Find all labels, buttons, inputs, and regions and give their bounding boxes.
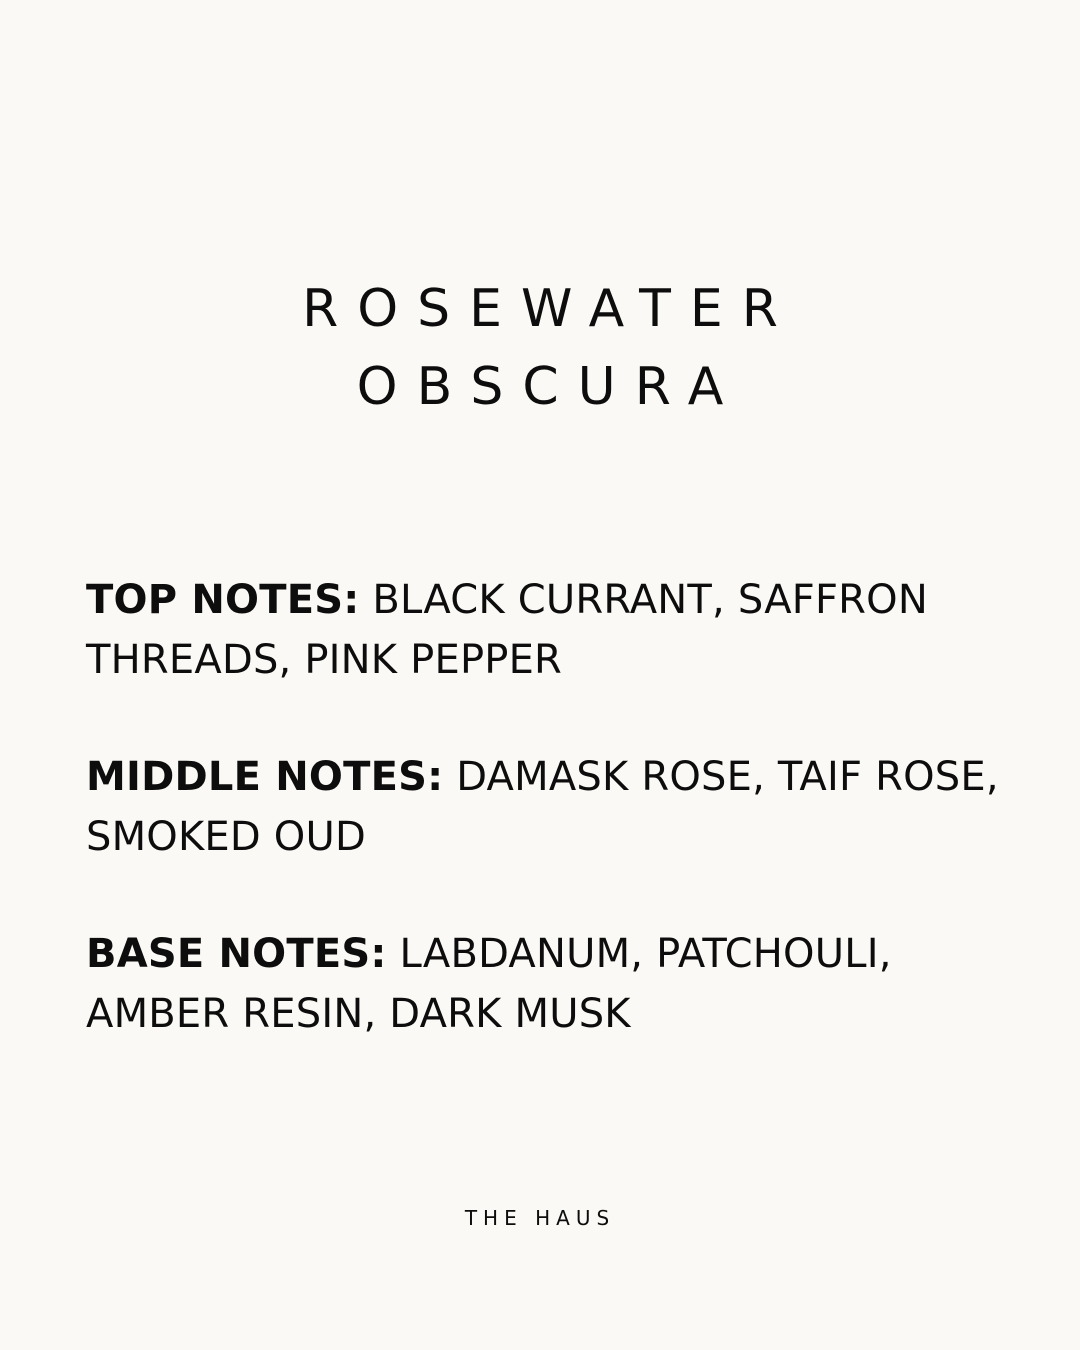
fragrance-notes <box>86 570 1006 1101</box>
base-notes-label: BASE NOTES: <box>86 931 387 977</box>
brand-name: THE HAUS <box>464 1206 616 1230</box>
middle-notes <box>86 747 1006 867</box>
base-notes-text: LABDANUM, PATCHOULI, AMBER RESIN, DARK MUSK <box>86 931 892 1037</box>
base-notes <box>86 924 1006 1044</box>
fragrance-title <box>0 270 1080 426</box>
top-notes-text: BLACK CURRANT, SAFFRON THREADS, PINK PEPPER <box>86 577 928 683</box>
title-line-1: ROSEWATER <box>302 279 797 339</box>
top-notes <box>86 570 1006 690</box>
middle-notes-label: MIDDLE NOTES: <box>86 754 444 800</box>
top-notes-label: TOP NOTES: <box>86 577 360 623</box>
middle-notes-text: DAMASK ROSE, TAIF ROSE, SMOKED OUD <box>86 754 999 860</box>
title-line-2: OBSCURA <box>356 357 743 417</box>
